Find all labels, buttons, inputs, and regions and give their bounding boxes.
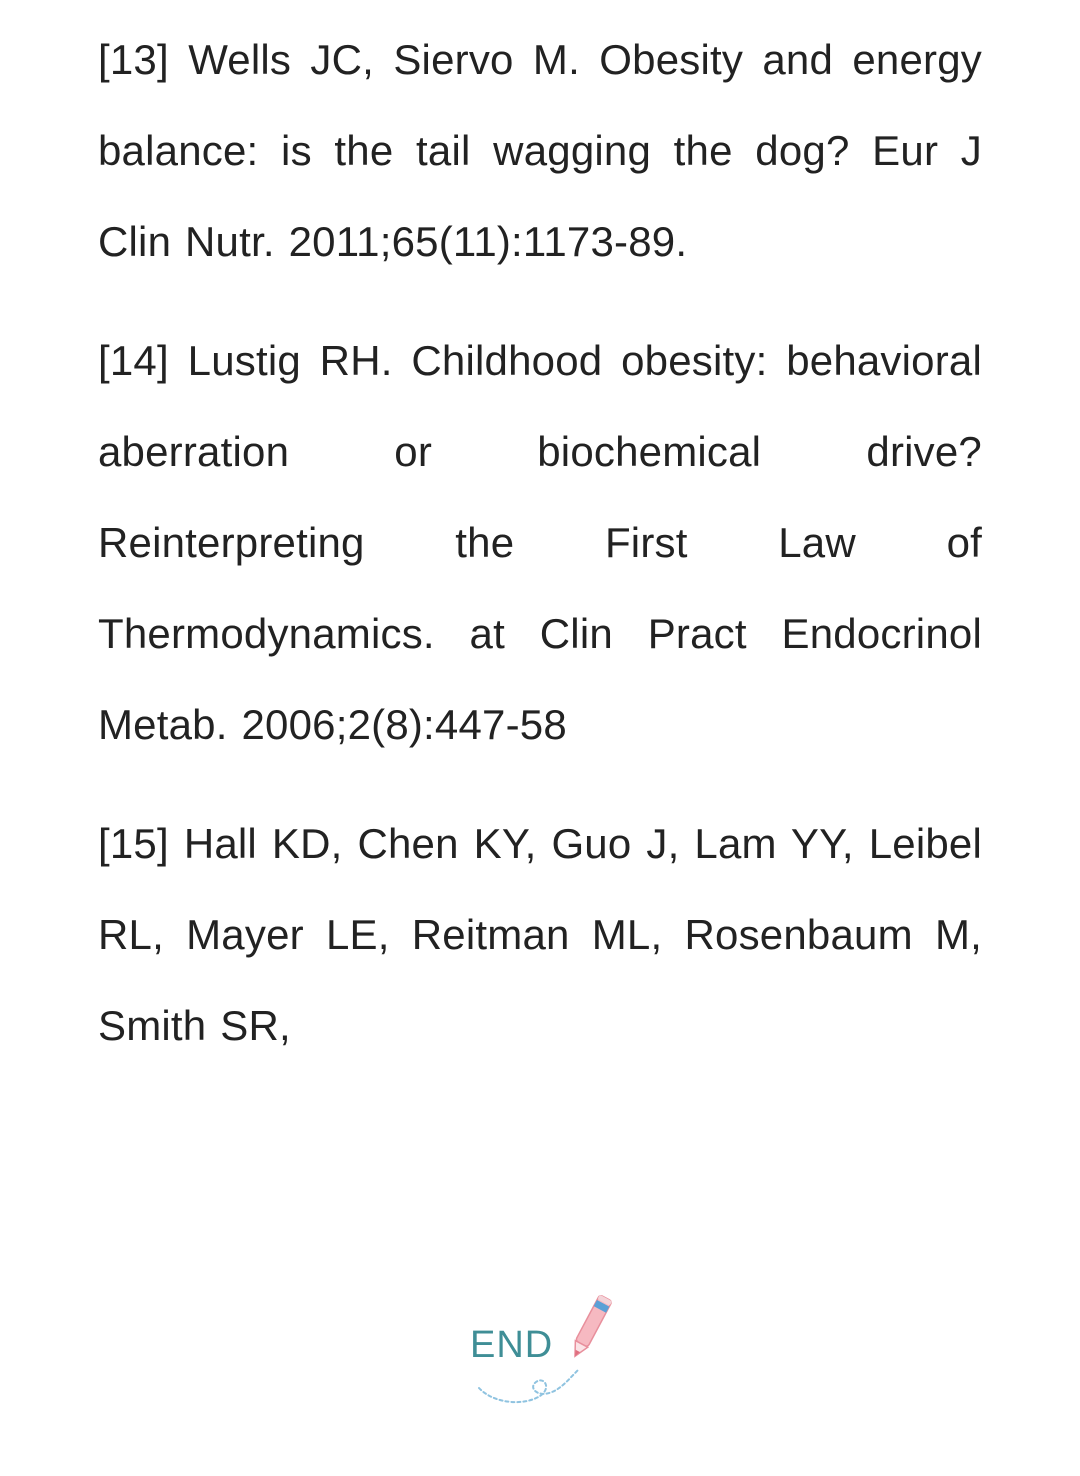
reference-item-15 (98, 798, 982, 1071)
reference-number: [15] (98, 820, 169, 867)
reference-text: Wells JC, Siervo M. Obesity and energy balance: is the tail wagging the dog? Eur J Clin Nutr. 2011;65(11):1173-89. (98, 36, 982, 265)
reference-item-14 (98, 315, 982, 770)
reference-text: Hall KD, Chen KY, Guo J, Lam YY, Leibel RL, Mayer LE, Reitman ML, Rosenbaum M, Smith SR, (98, 820, 982, 1049)
reference-list (98, 14, 982, 1099)
end-marker (470, 1288, 620, 1428)
reference-number: [13] (98, 36, 169, 83)
pencil-icon (566, 1288, 614, 1368)
reference-number: [14] (98, 337, 169, 384)
end-label: END (470, 1324, 554, 1366)
reference-text: Lustig RH. Childhood obesity: behavioral aberration or biochemical drive? Reinterpreting the First Law of Thermodynamics. at Clin Pract Endocrinol Metab. 2006;2(8):447-58 (98, 337, 982, 748)
reference-item-13 (98, 14, 982, 287)
squiggle-decoration (474, 1360, 584, 1420)
